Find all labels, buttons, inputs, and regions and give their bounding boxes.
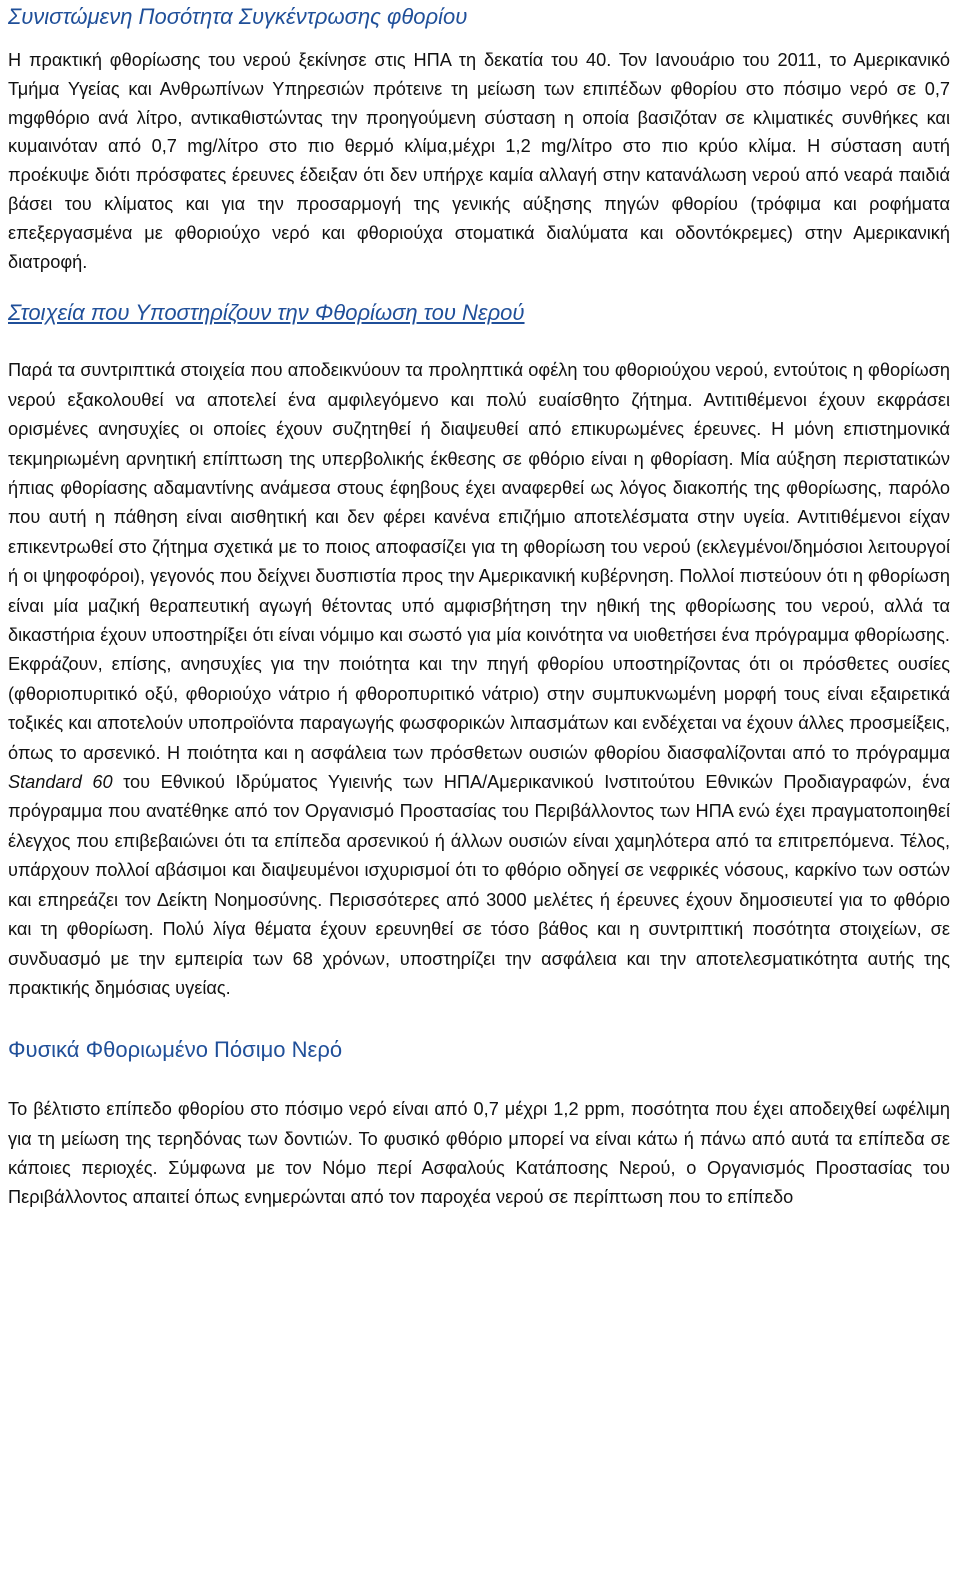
section-heading-natural-fluoridated-water: Φυσικά Φθοριωμένο Πόσιμο Νερό: [8, 1037, 343, 1063]
paragraph-supporting-evidence: [8, 356, 950, 1003]
section-heading-supporting-evidence: Στοιχεία που Υποστηρίζουν την Φθορίωση του Νερού: [8, 300, 525, 326]
paragraph-recommended-concentration: Η πρακτική φθορίωσης του νερού ξεκίνησε στις ΗΠΑ τη δεκατία του 40. Τον Ιανουάριο του 2011, το Αμερικανικό Τμήμα Υγείας και Ανθρωπίνων Υπηρεσιών πρότεινε τη μείωση των επιπέδων φθορίου στο πόσιμο νερό σε 0,7 mgφθόριο ανά λίτρο, αντικαθιστώντας την προηγούμενη σύσταση η οποία βασιζόταν σε κλιματικές συνθήκες και κυμαινόταν από 0,7 mg/λίτρο στο πιο θερμό κλίμα,μέχρι 1,2 mg/λίτρο στο πιο κρύο κλίμα. Η σύσταση αυτή προέκυψε διότι πρόσφατες έρευνες έδειξαν ότι δεν υπήρχε καμία αλλαγή στην κατανάλωση νερού από νεαρά παιδιά βάσει του κλίματος και για την προσαρμογή της γενικής αύξησης πηγών φθορίου (τρόφιμα και ροφήματα επεξεργασμένα με φθοριούχο νερό και φθοριούχα στοματικά διαλύματα και οδοντόκρεμες) στην Αμερικανική διατροφή.: [8, 50, 950, 272]
standard-60-term: Standard 60: [8, 772, 113, 793]
paragraph-text-after-standard: του Εθνικού Ιδρύματος Υγιεινής των ΗΠΑ/Αμερικανικού Ινστιτούτου Εθνικών Προδιαγραφών, ένα πρόγραμμα που ανατέθηκε από τον Οργανισμό Προστασίας του Περιβάλλοντος των ΗΠΑ ενώ έχει πραγματοποιηθεί έλεγχος που επιβεβαιώνει ότι τα επίπεδα αρσενικού ή άλλων ουσιών είναι χαμηλότερα από τα επιτρεπόμενα. Τέλος, υπάρχουν πολλοί αβάσιμοι και διαψευμένοι ισχυρισμοί ότι το φθόριο οδηγεί σε νεφρικές νόσους, καρκίνο των οστών και επηρεάζει τον Δείκτη Νοημοσύνης. Περισσότερες από 3000 μελέτες ή έρευνες έχουν δημοσιευτεί για το φθόριο και τη φθορίωση. Πολύ λίγα θέματα έχουν ερευνηθεί σε τόσο βάθος και η συντριπτική ποσότητα στοιχείων, σε συνδυασμό με την εμπειρία των 68 χρόνων, υποστηρίζει την ασφάλεια και την αποτελεσματικότητα αυτής της πρακτικής δημόσιας υγείας.: [8, 772, 950, 998]
paragraph-text-before-standard: Παρά τα συντριπτικά στοιχεία που αποδεικνύουν τα προληπτικά οφέλη του φθοριούχου νερού, εντούτοις η φθορίωση νερού εξακολουθεί να αποτελεί ένα αμφιλεγόμενο και πολύ ευαίσθητο ζήτημα. Αντιτιθέμενοι έχουν εκφράσει ορισμένες ανησυχίες οι οποίες έχουν συζητηθεί ή διαψευθεί από επικυρωμένες έρευνες. Η μόνη επιστημονικά τεκμηριωμένη αρνητική επίπτωση της υπερβολικής έκθεσης σε φθόριο είναι η φθορίαση. Μία αύξηση περιστατικών ήπιας φθορίασης αδαμαντίνης ανάμεσα στους έφηβους έχει αναφερθεί ως λόγος διακοπής της φθορίωσης, παρόλο που αυτή η πάθηση είναι αισθητική και δεν φέρει κανένα επιζήμιο αποτελέσματα στην υγεία. Αντιτιθέμενοι είχαν επικεντρωθεί στο ζήτημα σχετικά με το ποιος αποφασίζει για τη φθορίωση του νερού (εκλεγμένοι/δημόσιοι λειτουργοί ή οι ψηφοφόροι), γεγονός που δείχνει δυσπιστία προς την Αμερικανική κυβέρνηση. Πολλοί πιστεύουν ότι η φθορίωση είναι μία μαζική θεραπευτική αγωγή θέτοντας υπό αμφισβήτηση την ηθική της φθορίωσης του νερού, αλλά τα δικαστήρια έχουν υποστηρίξει ότι είναι νόμιμο και σωστό για μία κοινότητα να υιοθετήσει ένα πρόγραμμα φθορίωσης. Εκφράζουν, επίσης, ανησυχίες για την ποιότητα και την πηγή φθορίου υποστηρίζοντας ότι οι πρόσθετες ουσίες (φθοριοπυριτικό οξύ, φθοριούχο νάτριο ή φθοροπυριτικό νάτριο) στην συμπυκνωμένη μορφή τους είναι εξαιρετικά τοξικές και αποτελούν υποπροϊόντα παραγωγής φωσφορικών λιπασμάτων και ενδέχεται να έχουν άλλες προσμείξεις, όπως το αρσενικό. Η ποιότητα και η ασφάλεια των πρόσθετων ουσιών φθορίου διασφαλίζονται από το πρόγραμμα: [8, 360, 950, 763]
section-heading-recommended-concentration: Συνιστώμενη Ποσότητα Συγκέντρωσης φθορίου: [8, 4, 468, 29]
paragraph-natural-fluoridated-water: Το βέλτιστο επίπεδο φθορίου στο πόσιμο νερό είναι από 0,7 μέχρι 1,2 ppm, ποσότητα που έχει αποδειχθεί ωφέλιμη για τη μείωση της τερηδόνας των δοντιών. Το φυσικό φθόριο μπορεί να είναι κάτω ή πάνω από αυτά τα επίπεδα σε κάποιες περιοχές. Σύμφωνα με τον Νόμο περί Ασφαλούς Κατάπoσης Νερού, ο Οργανισμός Προστασίας του Περιβάλλοντος απαιτεί όπως ενημερώνται από τον παροχέα νερού σε περίπτωση που το επίπεδο: [8, 1099, 950, 1207]
